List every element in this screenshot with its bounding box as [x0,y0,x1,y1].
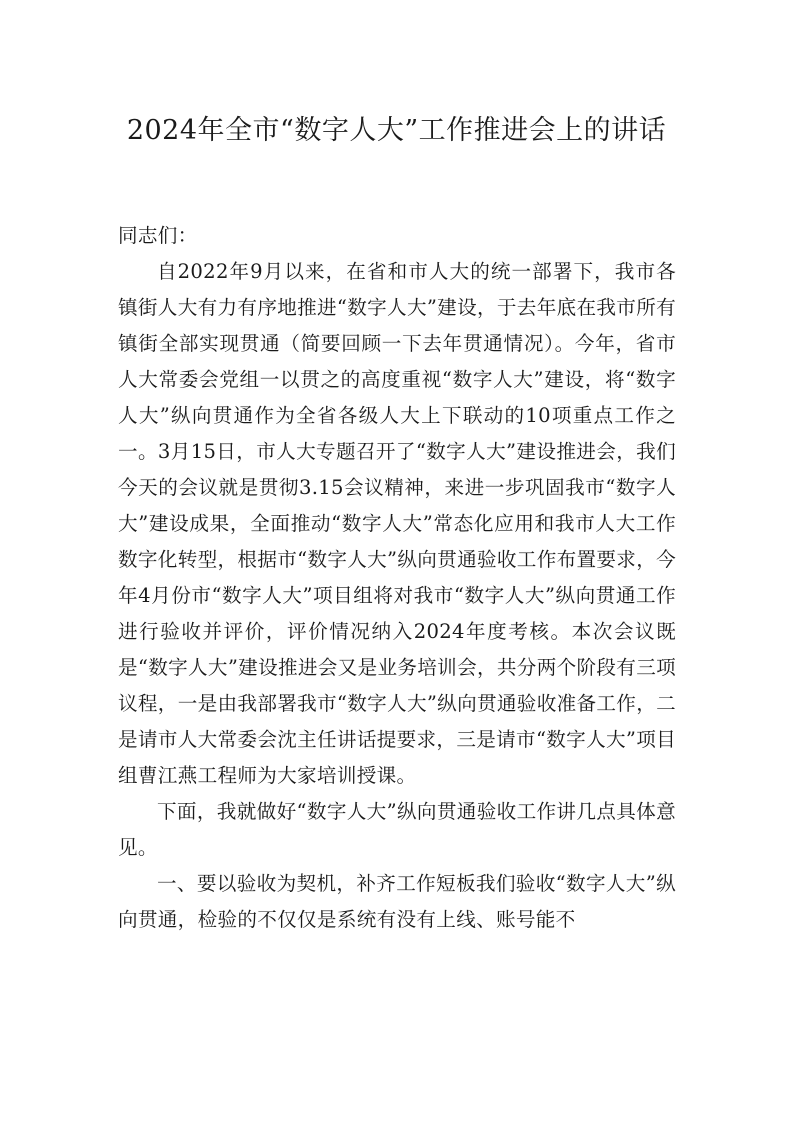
document-body [118,218,676,938]
paragraph-intro: 自2022年9月以来，在省和市人大的统一部署下，我市各镇街人大有力有序地推进“数字人大”建设，于去年底在我市所有镇街全部实现贯通（简要回顾一下去年贯通情况）。今年，省市人大常委会党组一以贯之的高度重视“数字人大”建设，将“数字人大”纵向贯通作为全省各级人大上下联动的10项重点工作之一。3月15日，市人大专题召开了“数字人大”建设推进会，我们今天的会议就是贯彻3.15会议精神，来进一步巩固我市“数字人大”建设成果，全面推动“数字人大”常态化应用和我市人大工作数字化转型，根据市“数字人大”纵向贯通验收工作布置要求，今年4月份市“数字人大”项目组将对我市“数字人大”纵向贯通工作进行验收并评价，评价情况纳入2024年度考核。本次会议既是“数字人大”建设推进会又是业务培训会，共分两个阶段有三项议程，一是由我部署我市“数字人大”纵向贯通验收准备工作，二是请市人大常委会沈主任讲话提要求，三是请市“数字人大”项目组曹江燕工程师为大家培训授课。 [118,260,676,787]
paragraph-transition: 下面，我就做好“数字人大”纵向贯通验收工作讲几点具体意见。 [118,800,676,859]
salutation: 同志们： [118,224,198,247]
paragraph-section-one: 一、要以验收为契机，补齐工作短板我们验收“数字人大”纵向贯通，检验的不仅仅是系统有没有上线、账号能不 [118,872,676,931]
document-title: 2024年全市“数字人大”工作推进会上的讲话 [126,115,667,146]
